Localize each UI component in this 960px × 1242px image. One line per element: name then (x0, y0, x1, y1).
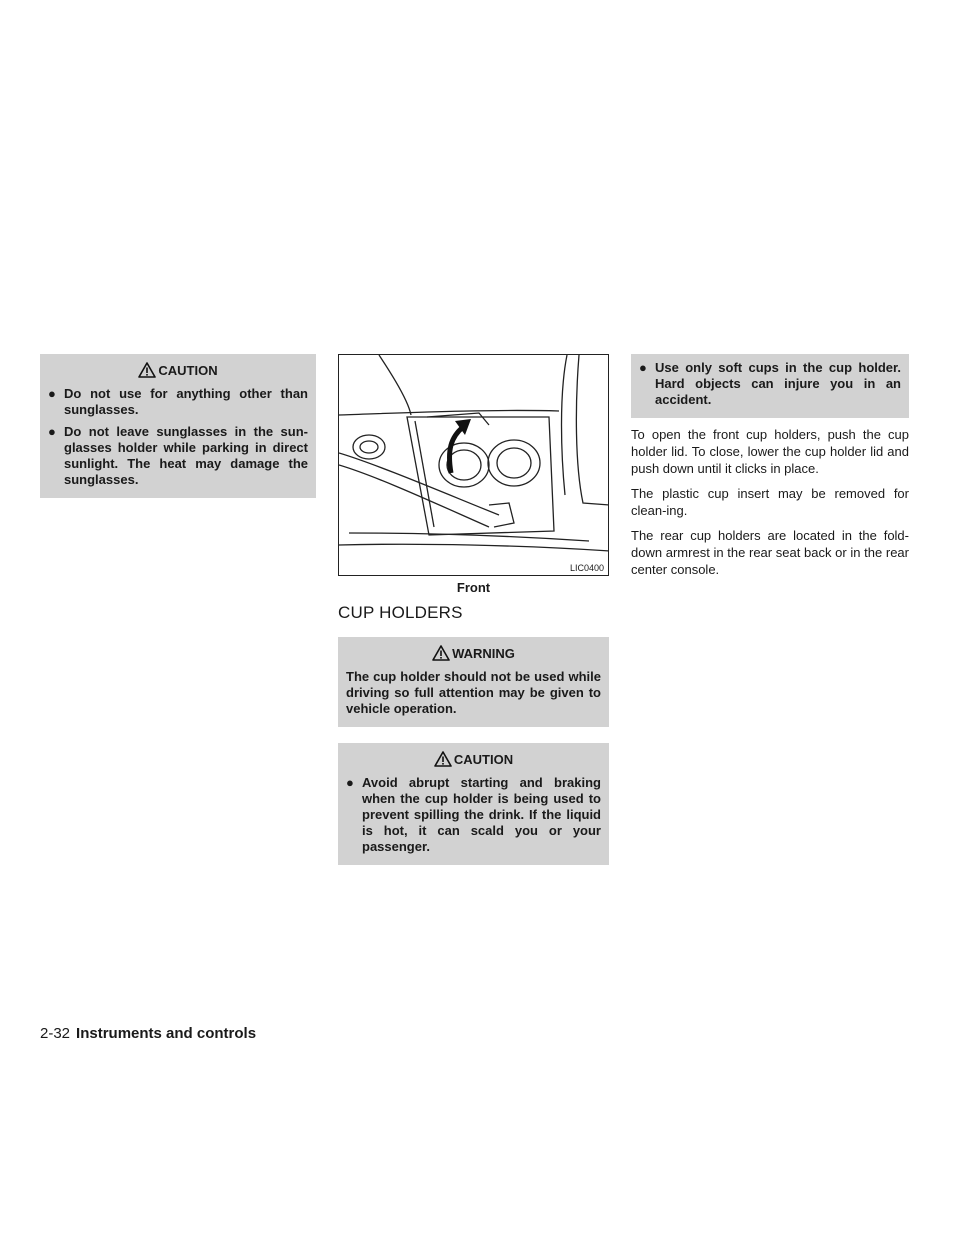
warning-triangle-icon (432, 645, 450, 661)
cup-holder-drawing (339, 355, 609, 576)
caution-box-cupholder (338, 743, 609, 865)
warning-text: The cup holder should not be used while driving so full attention may be given to vehicle operation. (346, 669, 601, 716)
column-right (631, 354, 909, 586)
section-title: CUP HOLDERS (338, 603, 463, 622)
body-paragraph: To open the front cup holders, push the cup holder lid. To close, lower the cup holder lid and push down until it clicks in place. (631, 427, 909, 476)
caution-box-sunglasses (40, 354, 316, 498)
caution-item: ● Use only soft cups in the cup holder. Hard objects can injure you in an accident. (639, 360, 901, 407)
caution-item: ● Do not use for anything other than sunglasses. (48, 386, 308, 417)
bullet-icon: ● (48, 386, 56, 401)
bullet-icon: ● (48, 424, 56, 439)
warning-box (338, 637, 609, 727)
page-footer (40, 1025, 256, 1042)
caution-item: ● Do not leave sunglasses in the sun-glasses holder while parking in direct sunlight. The heat may damage the sunglasses. (48, 424, 308, 487)
body-paragraph: The plastic cup insert may be removed for clean-ing. (631, 486, 909, 518)
warning-triangle-icon (434, 751, 452, 767)
caution-box-continued (631, 354, 909, 418)
section-name: Instruments and controls (76, 1025, 257, 1042)
bullet-icon: ● (639, 360, 647, 375)
figure-caption: Front (456, 580, 491, 595)
warning-triangle-icon (138, 362, 156, 378)
cup-holder-illustration (338, 354, 609, 576)
page-number: 2-32 (40, 1025, 71, 1042)
caution-title: CAUTION (346, 751, 601, 767)
column-middle (338, 354, 609, 865)
caution-title: CAUTION (48, 362, 308, 378)
figure-code: LIC0400 (569, 563, 604, 573)
bullet-icon: ● (346, 775, 354, 790)
body-paragraph: The rear cup holders are located in the fold-down armrest in the rear seat back or in the rear center console. (631, 528, 909, 577)
warning-title: WARNING (346, 645, 601, 661)
caution-item: ● Avoid abrupt starting and braking when the cup holder is being used to prevent spilling the drink. If the liquid is hot, it can scald you or your passenger. (346, 775, 601, 854)
column-left (40, 354, 316, 498)
